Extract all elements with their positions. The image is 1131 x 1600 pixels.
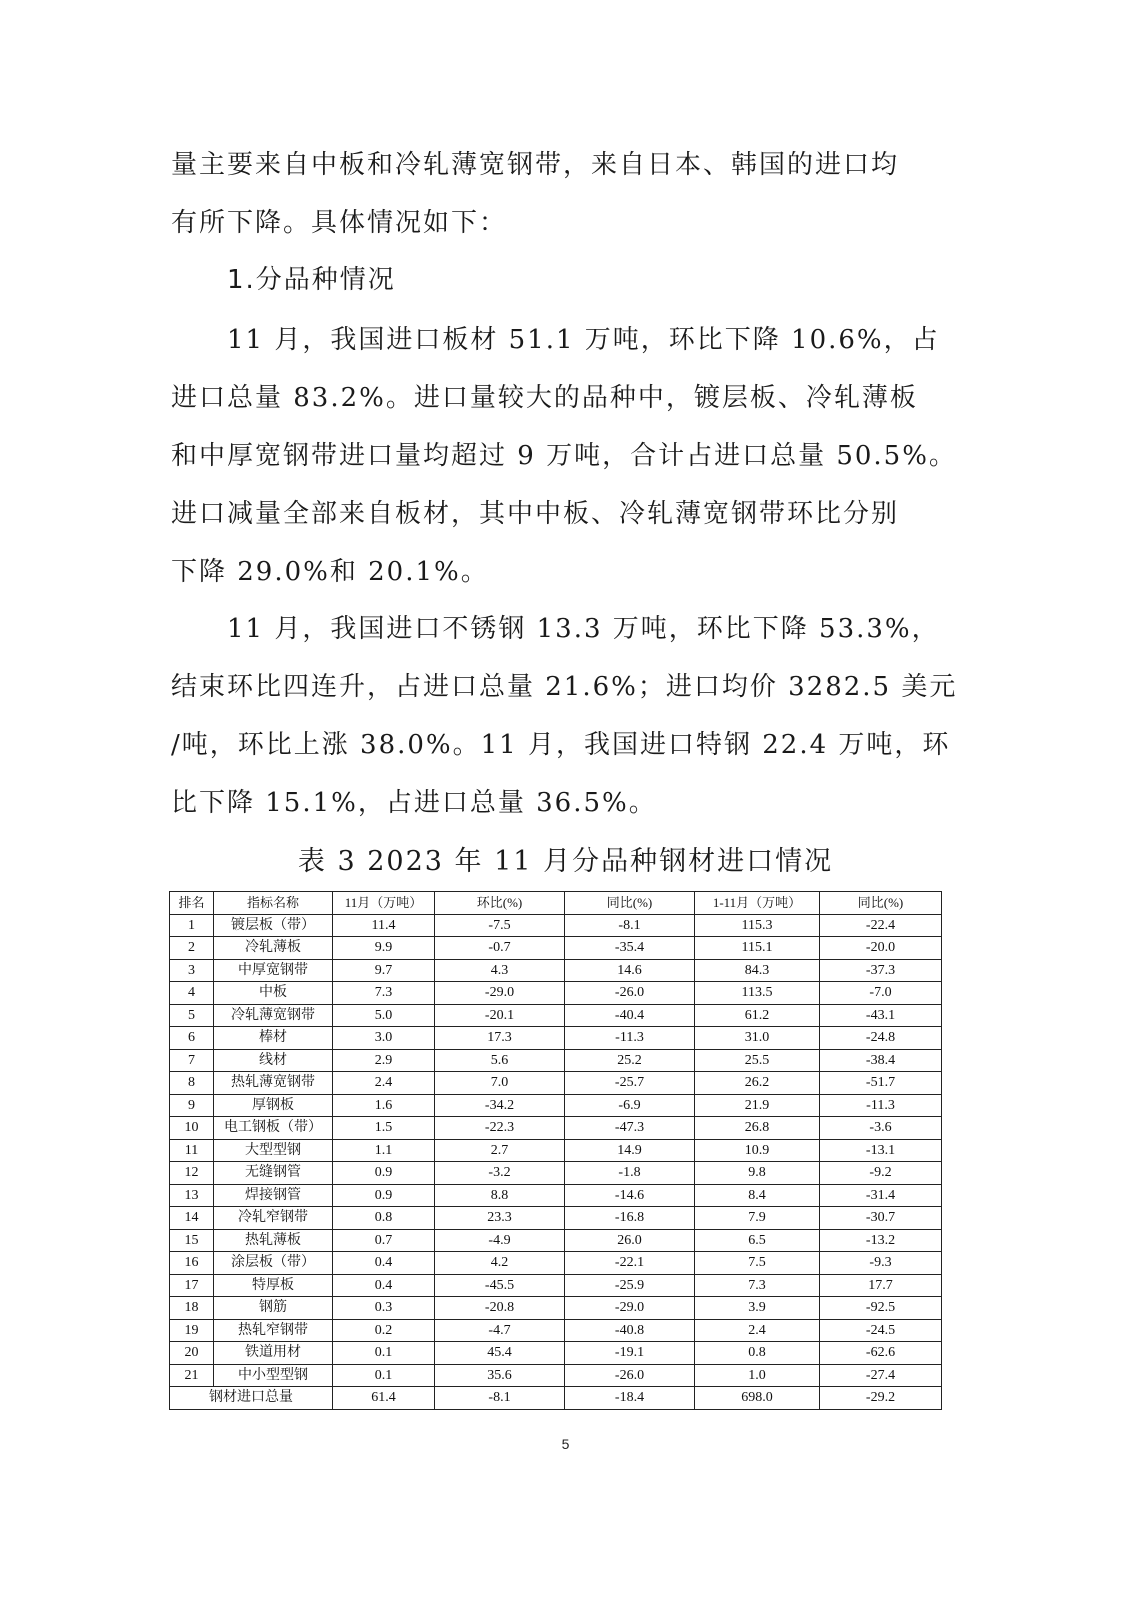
item-name-cell: 中小型型钢: [214, 1364, 333, 1387]
value-cell: 7.5: [695, 1252, 820, 1275]
rank-cell: 2: [170, 937, 214, 960]
value-cell: 14.9: [565, 1139, 695, 1162]
item-name-cell: 大型型钢: [214, 1139, 333, 1162]
value-cell: 26.2: [695, 1072, 820, 1095]
rank-cell: 3: [170, 959, 214, 982]
rank-cell: 18: [170, 1297, 214, 1320]
table-row: [170, 1072, 942, 1095]
item-name-cell: 冷轧薄板: [214, 937, 333, 960]
table-row: [170, 1117, 942, 1140]
paragraph-stainless: [171, 600, 961, 832]
table-row: [170, 1252, 942, 1275]
item-name-cell: 中厚宽钢带: [214, 959, 333, 982]
rank-cell: 13: [170, 1184, 214, 1207]
import-table: [169, 891, 942, 1410]
text-line: 11 月，我国进口板材 51.1 万吨，环比下降 10.6%，占: [227, 325, 940, 355]
rank-cell: 21: [170, 1364, 214, 1387]
value-cell: 17.3: [435, 1027, 565, 1050]
value-cell: 1.6: [333, 1094, 435, 1117]
value-cell: 61.2: [695, 1004, 820, 1027]
header-mom: 环比(%): [435, 892, 565, 915]
value-cell: -3.2: [435, 1162, 565, 1185]
value-cell: 3.9: [695, 1297, 820, 1320]
table-total-row: [170, 1387, 942, 1410]
total-cell: 698.0: [695, 1387, 820, 1410]
table-row: [170, 959, 942, 982]
table-row: [170, 982, 942, 1005]
value-cell: 31.0: [695, 1027, 820, 1050]
value-cell: 25.5: [695, 1049, 820, 1072]
text-line: 比下降 15.1%，占进口总量 36.5%。: [171, 788, 657, 818]
value-cell: 3.0: [333, 1027, 435, 1050]
value-cell: -3.6: [820, 1117, 942, 1140]
value-cell: 11.4: [333, 914, 435, 937]
rank-cell: 4: [170, 982, 214, 1005]
value-cell: 0.9: [333, 1162, 435, 1185]
value-cell: -22.4: [820, 914, 942, 937]
value-cell: 9.7: [333, 959, 435, 982]
value-cell: 23.3: [435, 1207, 565, 1230]
table-row: [170, 1319, 942, 1342]
value-cell: -1.8: [565, 1162, 695, 1185]
value-cell: 115.3: [695, 914, 820, 937]
value-cell: 35.6: [435, 1364, 565, 1387]
value-cell: -25.9: [565, 1274, 695, 1297]
text-line: 结束环比四连升，占进口总量 21.6%；进口均价 3282.5 美元: [171, 672, 958, 702]
value-cell: 1.5: [333, 1117, 435, 1140]
header-ytd-volume: 1-11月（万吨）: [695, 892, 820, 915]
value-cell: 0.2: [333, 1319, 435, 1342]
table-body: [170, 914, 942, 1387]
value-cell: 0.1: [333, 1342, 435, 1365]
value-cell: -13.1: [820, 1139, 942, 1162]
value-cell: 4.2: [435, 1252, 565, 1275]
value-cell: -29.0: [565, 1297, 695, 1320]
rank-cell: 8: [170, 1072, 214, 1095]
value-cell: -27.4: [820, 1364, 942, 1387]
value-cell: -7.0: [820, 982, 942, 1005]
value-cell: 0.1: [333, 1364, 435, 1387]
value-cell: -11.3: [565, 1027, 695, 1050]
value-cell: -7.5: [435, 914, 565, 937]
value-cell: 0.4: [333, 1274, 435, 1297]
value-cell: 7.3: [333, 982, 435, 1005]
rank-cell: 11: [170, 1139, 214, 1162]
value-cell: -24.5: [820, 1319, 942, 1342]
value-cell: 2.4: [333, 1072, 435, 1095]
header-rank: 排名: [170, 892, 214, 915]
item-name-cell: 钢筋: [214, 1297, 333, 1320]
value-cell: -92.5: [820, 1297, 942, 1320]
rank-cell: 9: [170, 1094, 214, 1117]
page-number: 5: [561, 1436, 570, 1452]
value-cell: 21.9: [695, 1094, 820, 1117]
value-cell: 0.7: [333, 1229, 435, 1252]
value-cell: -40.8: [565, 1319, 695, 1342]
value-cell: -20.0: [820, 937, 942, 960]
value-cell: 26.8: [695, 1117, 820, 1140]
value-cell: 6.5: [695, 1229, 820, 1252]
item-name-cell: 铁道用材: [214, 1342, 333, 1365]
value-cell: -9.3: [820, 1252, 942, 1275]
table-row: [170, 1049, 942, 1072]
value-cell: -31.4: [820, 1184, 942, 1207]
table-row: [170, 1364, 942, 1387]
value-cell: 0.8: [695, 1342, 820, 1365]
header-nov-volume: 11月（万吨）: [333, 892, 435, 915]
item-name-cell: 涂层板（带）: [214, 1252, 333, 1275]
value-cell: -8.1: [565, 914, 695, 937]
value-cell: -0.7: [435, 937, 565, 960]
text-line: 和中厚宽钢带进口量均超过 9 万吨，合计占进口总量 50.5%。: [171, 441, 957, 471]
value-cell: -4.9: [435, 1229, 565, 1252]
header-ytd-yoy: 同比(%): [820, 892, 942, 915]
item-name-cell: 特厚板: [214, 1274, 333, 1297]
table-row: [170, 1274, 942, 1297]
value-cell: -47.3: [565, 1117, 695, 1140]
item-name-cell: 镀层板（带）: [214, 914, 333, 937]
table-row: [170, 1139, 942, 1162]
value-cell: 84.3: [695, 959, 820, 982]
value-cell: 7.3: [695, 1274, 820, 1297]
value-cell: -24.8: [820, 1027, 942, 1050]
value-cell: 10.9: [695, 1139, 820, 1162]
value-cell: 45.4: [435, 1342, 565, 1365]
value-cell: -20.1: [435, 1004, 565, 1027]
text-line: 有所下降。具体情况如下：: [171, 208, 508, 238]
item-name-cell: 热轧薄宽钢带: [214, 1072, 333, 1095]
value-cell: 1.0: [695, 1364, 820, 1387]
value-cell: 14.6: [565, 959, 695, 982]
table-row: [170, 1207, 942, 1230]
item-name-cell: 焊接钢管: [214, 1184, 333, 1207]
value-cell: 0.3: [333, 1297, 435, 1320]
value-cell: -37.3: [820, 959, 942, 982]
value-cell: -16.8: [565, 1207, 695, 1230]
value-cell: 2.4: [695, 1319, 820, 1342]
text-line: 下降 29.0%和 20.1%。: [171, 557, 489, 587]
value-cell: -14.6: [565, 1184, 695, 1207]
table-row: [170, 914, 942, 937]
value-cell: 26.0: [565, 1229, 695, 1252]
rank-cell: 1: [170, 914, 214, 937]
value-cell: 17.7: [820, 1274, 942, 1297]
rank-cell: 19: [170, 1319, 214, 1342]
table-row: [170, 1297, 942, 1320]
rank-cell: 14: [170, 1207, 214, 1230]
value-cell: 2.7: [435, 1139, 565, 1162]
text-line: 进口总量 83.2%。进口量较大的品种中，镀层板、冷轧薄板: [171, 383, 918, 413]
value-cell: -20.8: [435, 1297, 565, 1320]
rank-cell: 7: [170, 1049, 214, 1072]
item-name-cell: 棒材: [214, 1027, 333, 1050]
value-cell: -35.4: [565, 937, 695, 960]
value-cell: -29.0: [435, 982, 565, 1005]
rank-cell: 15: [170, 1229, 214, 1252]
rank-cell: 6: [170, 1027, 214, 1050]
value-cell: -26.0: [565, 982, 695, 1005]
value-cell: -40.4: [565, 1004, 695, 1027]
value-cell: -62.6: [820, 1342, 942, 1365]
header-name: 指标名称: [214, 892, 333, 915]
table-row: [170, 1094, 942, 1117]
total-cell: -29.2: [820, 1387, 942, 1410]
paragraph-intro: [171, 136, 961, 252]
value-cell: 25.2: [565, 1049, 695, 1072]
paragraph-plates: [171, 311, 961, 601]
value-cell: -38.4: [820, 1049, 942, 1072]
item-name-cell: 无缝钢管: [214, 1162, 333, 1185]
value-cell: 0.4: [333, 1252, 435, 1275]
value-cell: 4.3: [435, 959, 565, 982]
table-row: [170, 1184, 942, 1207]
value-cell: -4.7: [435, 1319, 565, 1342]
rank-cell: 5: [170, 1004, 214, 1027]
value-cell: -11.3: [820, 1094, 942, 1117]
value-cell: -9.2: [820, 1162, 942, 1185]
item-name-cell: 热轧窄钢带: [214, 1319, 333, 1342]
item-name-cell: 热轧薄板: [214, 1229, 333, 1252]
value-cell: -6.9: [565, 1094, 695, 1117]
value-cell: 115.1: [695, 937, 820, 960]
rank-cell: 16: [170, 1252, 214, 1275]
rank-cell: 10: [170, 1117, 214, 1140]
total-cell: 61.4: [333, 1387, 435, 1410]
table-row: [170, 1027, 942, 1050]
value-cell: -45.5: [435, 1274, 565, 1297]
value-cell: 5.6: [435, 1049, 565, 1072]
value-cell: 7.0: [435, 1072, 565, 1095]
table-row: [170, 1004, 942, 1027]
value-cell: -19.1: [565, 1342, 695, 1365]
value-cell: 8.8: [435, 1184, 565, 1207]
value-cell: -22.1: [565, 1252, 695, 1275]
value-cell: 5.0: [333, 1004, 435, 1027]
table-row: [170, 1162, 942, 1185]
value-cell: 0.8: [333, 1207, 435, 1230]
value-cell: 8.4: [695, 1184, 820, 1207]
table-row: [170, 1229, 942, 1252]
value-cell: 7.9: [695, 1207, 820, 1230]
text-line: /吨，环比上涨 38.0%。11 月，我国进口特钢 22.4 万吨，环: [171, 730, 951, 760]
table-header-row: [170, 892, 942, 915]
rank-cell: 20: [170, 1342, 214, 1365]
value-cell: -26.0: [565, 1364, 695, 1387]
value-cell: -30.7: [820, 1207, 942, 1230]
table-row: [170, 1342, 942, 1365]
value-cell: 9.8: [695, 1162, 820, 1185]
value-cell: 1.1: [333, 1139, 435, 1162]
value-cell: 9.9: [333, 937, 435, 960]
text-line: 量主要来自中板和冷轧薄宽钢带，来自日本、韩国的进口均: [171, 150, 900, 180]
item-name-cell: 厚钢板: [214, 1094, 333, 1117]
item-name-cell: 线材: [214, 1049, 333, 1072]
section-heading: 1.分品种情况: [227, 265, 396, 295]
text-line: 11 月，我国进口不锈钢 13.3 万吨，环比下降 53.3%，: [227, 614, 940, 644]
table-row: [170, 937, 942, 960]
item-name-cell: 电工钢板（带）: [214, 1117, 333, 1140]
value-cell: -25.7: [565, 1072, 695, 1095]
item-name-cell: 冷轧窄钢带: [214, 1207, 333, 1230]
value-cell: -13.2: [820, 1229, 942, 1252]
rank-cell: 12: [170, 1162, 214, 1185]
total-label: 钢材进口总量: [170, 1387, 333, 1410]
value-cell: -43.1: [820, 1004, 942, 1027]
item-name-cell: 冷轧薄宽钢带: [214, 1004, 333, 1027]
item-name-cell: 中板: [214, 982, 333, 1005]
value-cell: 2.9: [333, 1049, 435, 1072]
value-cell: -51.7: [820, 1072, 942, 1095]
header-yoy: 同比(%): [565, 892, 695, 915]
value-cell: 113.5: [695, 982, 820, 1005]
total-cell: -8.1: [435, 1387, 565, 1410]
value-cell: -34.2: [435, 1094, 565, 1117]
rank-cell: 17: [170, 1274, 214, 1297]
text-line: 进口减量全部来自板材，其中中板、冷轧薄宽钢带环比分别: [171, 499, 900, 529]
table-caption: 表 3 2023 年 11 月分品种钢材进口情况: [297, 846, 834, 877]
total-cell: -18.4: [565, 1387, 695, 1410]
value-cell: 0.9: [333, 1184, 435, 1207]
value-cell: -22.3: [435, 1117, 565, 1140]
